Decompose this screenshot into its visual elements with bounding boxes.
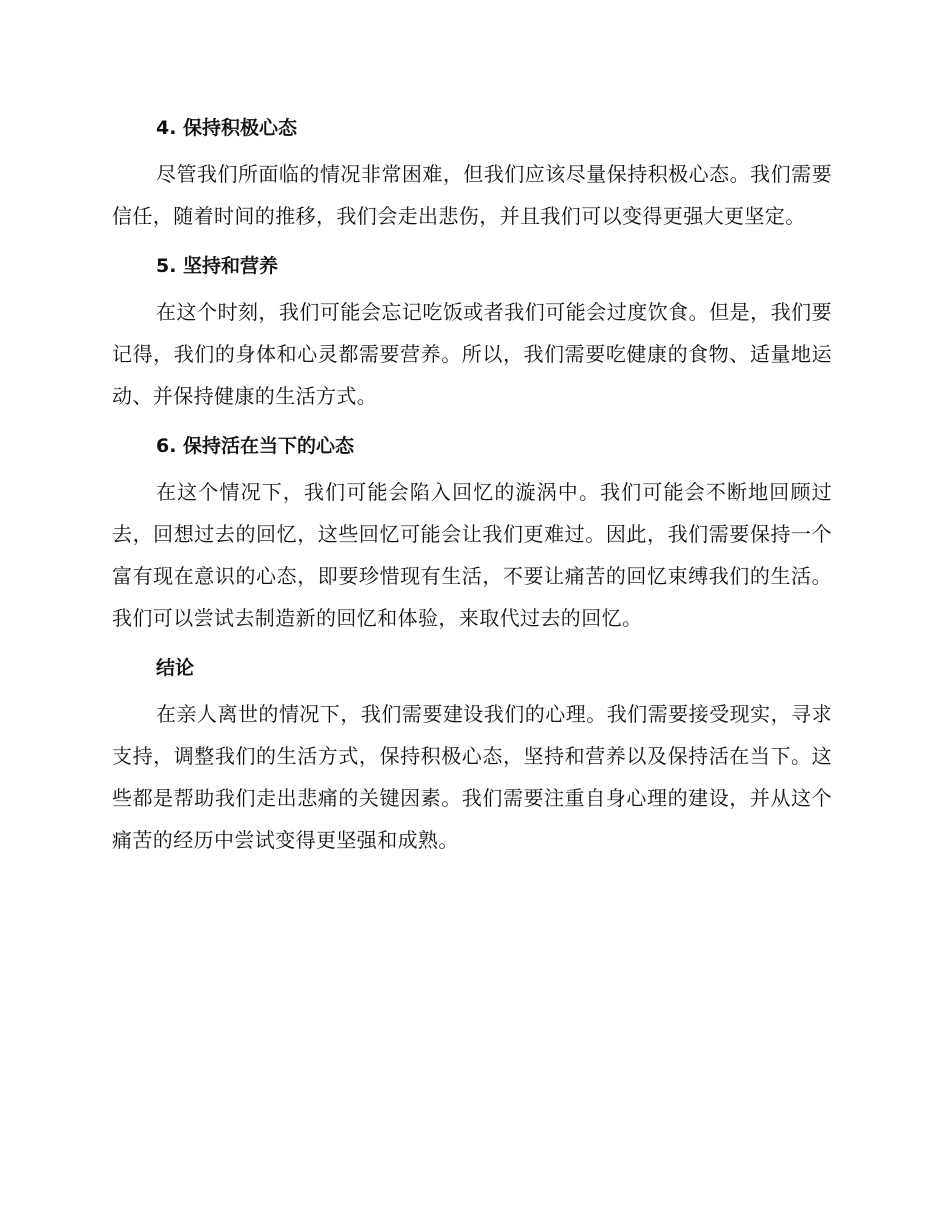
section-paragraph: 在这个情况下，我们可能会陷入回忆的漩涡中。我们可能会不断地回顾过去，回想过去的回忆，这些回忆可能会让我们更难过。因此，我们需要保持一个富有现在意识的心态，即要珍惜现有生活，不要让痛苦的回忆束缚我们的生活。我们可以尝试去制造新的回忆和体验，来取代过去的回忆。 [112,480,832,630]
section-present-mindset [112,427,832,639]
section-heading: 结论 [156,657,195,679]
section-nutrition [112,247,832,417]
section-conclusion [112,649,832,861]
section-paragraph: 在亲人离世的情况下，我们需要建设我们的心理。我们需要接受现实，寻求支持，调整我们的生活方式，保持积极心态，坚持和营养以及保持活在当下。这些都是帮助我们走出悲痛的关键因素。我们需要注重自身心理的建设，并从这个痛苦的经历中尝试变得更坚强和成熟。 [112,702,832,852]
section-paragraph: 在这个时刻，我们可能会忘记吃饭或者我们可能会过度饮食。但是，我们要记得，我们的身体和心灵都需要营养。所以，我们需要吃健康的食物、适量地运动、并保持健康的生活方式。 [112,300,832,408]
section-positive-mindset [112,109,832,237]
section-heading: 5. 坚持和营养 [156,255,279,277]
section-heading: 6. 保持活在当下的心态 [156,435,355,457]
document-body [112,109,832,871]
section-paragraph: 尽管我们所面临的情况非常困难，但我们应该尽量保持积极心态。我们需要信任，随着时间的推移，我们会走出悲伤，并且我们可以变得更强大更坚定。 [112,162,832,228]
section-heading: 4. 保持积极心态 [156,117,298,139]
